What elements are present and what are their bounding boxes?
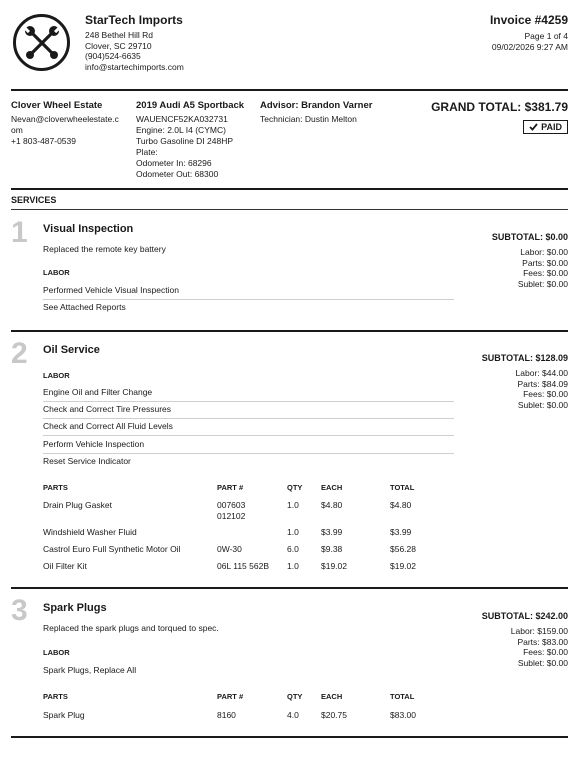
part-number-line-2: 012102 (217, 511, 246, 521)
sublet-amount: Sublet: $0.00 (517, 399, 568, 410)
part-each: $19.02 (321, 561, 347, 571)
labor-item: Reset Service Indicator (43, 456, 131, 466)
labor-item: Performed Vehicle Visual Inspection (43, 285, 454, 300)
service-description: Replaced the remote key battery (43, 244, 166, 254)
service-divider (11, 587, 568, 589)
part-each: $4.80 (321, 500, 343, 510)
fees-amount: Fees: $0.00 (523, 647, 568, 657)
company-info (85, 13, 184, 72)
odometer-in: Odometer In: 68296 (136, 158, 212, 168)
fees-amount: Fees: $0.00 (523, 268, 568, 278)
labor-label: LABOR (43, 371, 70, 380)
labor-item: Check and Correct All Fluid Levels (43, 421, 454, 436)
part-number: 8160 (217, 710, 236, 720)
header-divider (11, 89, 568, 91)
part-qty: 6.0 (287, 544, 299, 554)
grand-total: GRAND TOTAL: $381.79 (431, 100, 568, 114)
part-total: $83.00 (390, 710, 416, 720)
part-total: $56.28 (390, 544, 416, 554)
service-number: 3 (11, 594, 28, 627)
part-total: $19.02 (390, 561, 416, 571)
each-header: EACH (321, 483, 343, 492)
advisor-block (260, 100, 372, 125)
technician-name: Technician: Dustin Melton (260, 114, 357, 124)
invoice-number: Invoice #4259 (489, 13, 568, 27)
company-address-2: Clover, SC 29710 (85, 40, 152, 51)
each-header: EACH (321, 692, 343, 701)
odometer-out: Odometer Out: 68300 (136, 169, 219, 179)
service-subtotal-block (482, 611, 568, 668)
service-title: Spark Plugs (43, 602, 107, 614)
labor-label: LABOR (43, 648, 70, 657)
part-qty: 1.0 (287, 527, 299, 537)
fees-amount: Fees: $0.00 (523, 389, 568, 399)
labor-amount: Labor: $44.00 (515, 368, 568, 378)
qty-header: QTY (287, 483, 303, 492)
company-address-1: 248 Bethel Hill Rd (85, 30, 154, 40)
customer-phone: +1 803-487-0539 (11, 136, 76, 146)
service-divider (11, 330, 568, 332)
labor-item: Check and Correct Tire Pressures (43, 404, 454, 419)
customer-block (11, 100, 119, 147)
service-subtotal: SUBTOTAL: $128.09 (481, 353, 568, 363)
invoice-info (490, 13, 568, 52)
total-header: TOTAL (390, 483, 415, 492)
customer-email-line-1: Nevan@cloverwheelestate.c (11, 114, 119, 124)
total-header: TOTAL (390, 692, 415, 701)
service-title: Oil Service (43, 344, 100, 356)
labor-item: Perform Vehicle Inspection (43, 439, 454, 454)
sublet-amount: Sublet: $0.00 (517, 657, 568, 668)
paid-label: PAID (541, 122, 562, 132)
service-number: 1 (11, 216, 28, 249)
part-name: Oil Filter Kit (43, 561, 87, 571)
vehicle-title: 2019 Audi A5 Sportback (136, 100, 245, 111)
part-each: $3.99 (321, 527, 343, 537)
customer-email-line-2: om (11, 125, 23, 135)
footer-divider (11, 736, 568, 738)
parts-amount: Parts: $83.00 (517, 636, 568, 647)
part-qty: 1.0 (287, 561, 299, 571)
page-indicator: Page 1 of 4 (524, 31, 568, 41)
service-subtotal: SUBTOTAL: $0.00 (491, 232, 568, 242)
service-subtotal: SUBTOTAL: $242.00 (481, 611, 568, 621)
qty-header: QTY (287, 692, 303, 701)
company-name: StarTech Imports (85, 13, 183, 27)
grand-total-block (431, 100, 568, 134)
part-number: 06L 115 562B (217, 561, 269, 571)
parts-amount: Parts: $84.09 (517, 378, 568, 389)
part-each: $9.38 (321, 544, 343, 554)
company-phone: (904)524-6635 (85, 51, 141, 61)
service-number: 2 (11, 337, 28, 370)
part-each: $20.75 (321, 710, 347, 720)
sublet-amount: Sublet: $0.00 (517, 278, 568, 289)
labor-item: Spark Plugs, Replace All (43, 665, 137, 675)
services-heading-divider (11, 209, 568, 210)
part-number: 007603 (217, 500, 246, 510)
company-email: info@startechimports.com (85, 61, 184, 72)
part-name: Spark Plug (43, 710, 85, 720)
service-subtotal-block (482, 353, 568, 410)
labor-label: LABOR (43, 268, 70, 277)
advisor-name: Advisor: Brandon Varner (260, 100, 373, 111)
checkmark-icon (529, 123, 538, 131)
labor-amount: Labor: $159.00 (510, 626, 568, 636)
info-divider (11, 188, 568, 190)
vehicle-block (136, 100, 244, 180)
part-qty: 4.0 (287, 710, 299, 720)
parts-header: PARTS (43, 483, 68, 492)
services-heading: SERVICES (11, 195, 57, 205)
paid-badge (523, 120, 568, 134)
vehicle-plate: Plate: (136, 147, 158, 157)
company-logo (13, 14, 70, 71)
part-total: $3.99 (390, 527, 412, 537)
labor-item: See Attached Reports (43, 302, 126, 312)
wrench-cross-icon (22, 23, 62, 63)
vehicle-vin: WAUENCF52KA032731 (136, 114, 228, 124)
part-number-header: PART # (217, 483, 244, 492)
invoice-datetime: 09/02/2026 9:27 AM (491, 41, 568, 52)
part-name: Windshield Washer Fluid (43, 527, 137, 537)
part-name: Drain Plug Gasket (43, 500, 112, 510)
vehicle-engine: Engine: 2.0L I4 (CYMC) (136, 125, 226, 135)
part-number: 0W-30 (217, 544, 242, 554)
parts-header: PARTS (43, 692, 68, 701)
service-subtotal-block (492, 232, 568, 289)
part-qty: 1.0 (287, 500, 299, 510)
labor-amount: Labor: $0.00 (520, 247, 568, 257)
labor-item: Engine Oil and Filter Change (43, 387, 454, 402)
service-description: Replaced the spark plugs and torqued to spec. (43, 623, 219, 633)
service-title: Visual Inspection (43, 223, 134, 235)
customer-name: Clover Wheel Estate (11, 100, 103, 111)
vehicle-engine-detail: Turbo Gasoline DI 248HP (136, 136, 234, 146)
part-name: Castrol Euro Full Synthetic Motor Oil (43, 544, 181, 554)
part-number-header: PART # (217, 692, 244, 701)
parts-amount: Parts: $0.00 (522, 257, 568, 268)
part-total: $4.80 (390, 500, 412, 510)
